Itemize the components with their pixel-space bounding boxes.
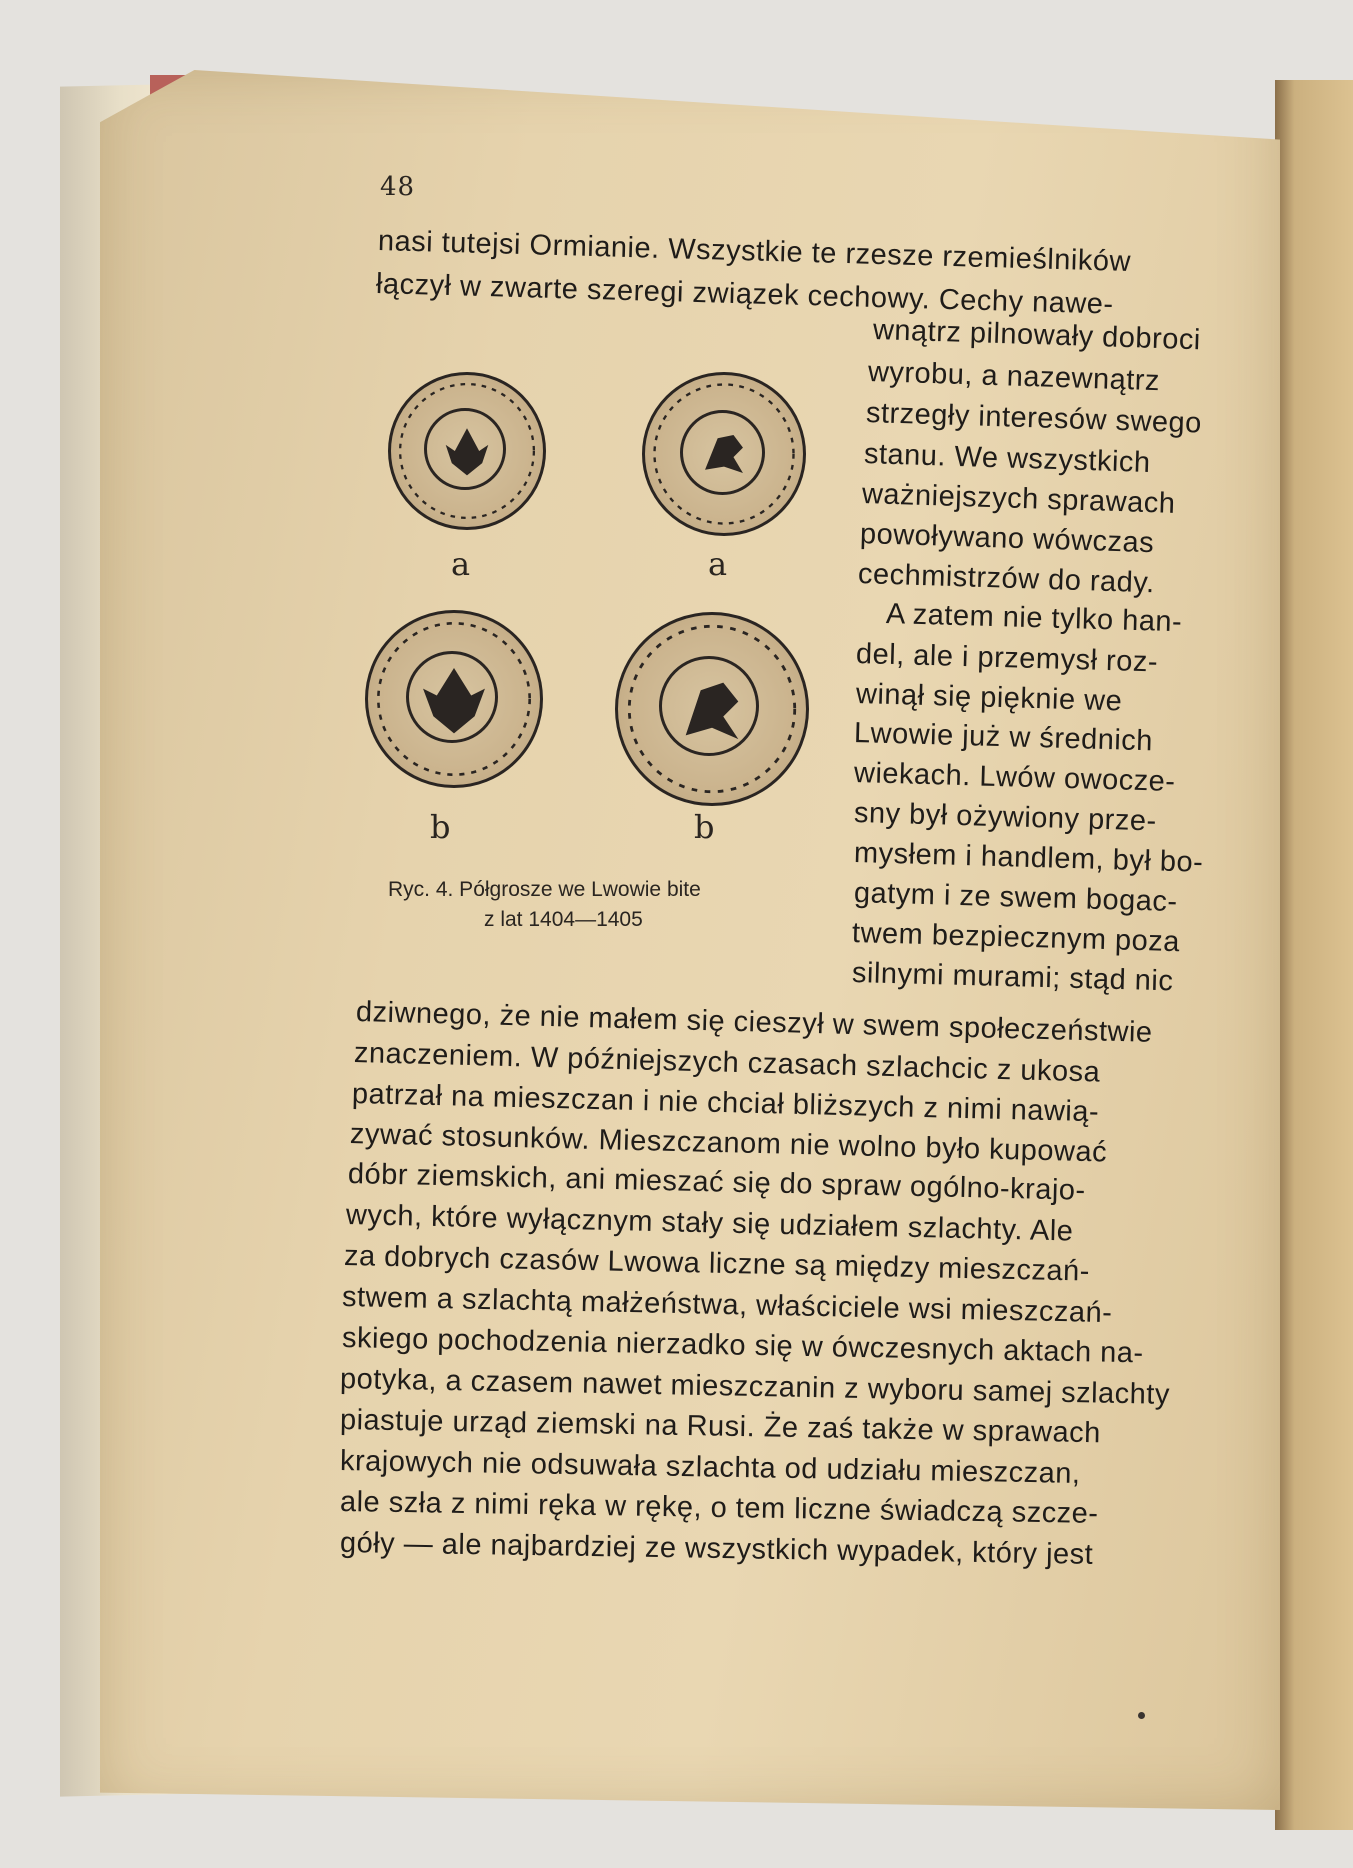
text-line: sny był ożywiony prze- xyxy=(853,797,1158,838)
page-number: 48 xyxy=(380,172,416,202)
text-line: patrzał na mieszczan i nie chciał bliższych z nimi nawią- xyxy=(351,1078,1100,1129)
text-line: twem bezpiecznym poza xyxy=(851,917,1181,959)
text-line: silnymi murami; stąd nic xyxy=(851,957,1174,998)
coin-label: a xyxy=(451,545,471,583)
text-line: strzegły interesów swego xyxy=(865,397,1203,440)
facing-page-edge xyxy=(1275,80,1353,1830)
text-line: winął się pięknie we xyxy=(855,678,1123,718)
coin-label: b xyxy=(694,808,715,846)
text-line: wiekach. Lwów owocze- xyxy=(853,757,1176,798)
text-line: stanu. We wszystkich xyxy=(863,438,1152,479)
text-line: piastuje urząd ziemski na Rusi. Że zaś także w sprawach xyxy=(339,1404,1102,1450)
text-line: gatym i ze swem bogac- xyxy=(853,877,1179,919)
text-line: dóbr ziemskich, ani mieszać się do spraw ogólno-krajo- xyxy=(347,1158,1086,1207)
text-line: potyka, a czasem nawet mieszczanin z wyboru samej szlachty xyxy=(339,1363,1171,1411)
coin-image-a2 xyxy=(642,372,806,536)
coin-image-b2 xyxy=(615,612,809,806)
coin-label: a xyxy=(708,545,728,583)
text-line: wnątrz pilnowały dobroci xyxy=(872,314,1202,357)
page-speck xyxy=(1138,1712,1145,1719)
figure-caption-line1: Ryc. 4. Półgrosze we Lwowie bite xyxy=(388,878,701,901)
text-line: skiego pochodzenia nierzadko się w ówczesnych aktach na- xyxy=(341,1322,1144,1370)
text-line: zywać stosunków. Mieszczanom nie wolno było kupować xyxy=(349,1118,1108,1169)
text-line: ważniejszych sprawach xyxy=(861,478,1176,520)
text-line: wyrobu, a nazewnątrz xyxy=(867,356,1161,398)
text-line: za dobrych czasów Lwowa liczne są między mieszczań- xyxy=(343,1240,1091,1288)
text-line: powoływano wówczas xyxy=(859,518,1155,560)
text-line: wych, które wyłącznym stały się udziałem szlachty. Ale xyxy=(345,1199,1074,1248)
text-line: znaczeniem. W późniejszych czasach szlachcic z ukosa xyxy=(353,1037,1101,1089)
text-line: mysłem i handlem, był bo- xyxy=(853,837,1204,879)
text-line: nasi tutejsi Ormianie. Wszystkie te rzesze rzemieślników xyxy=(377,225,1132,279)
text-line: A zatem nie tylko han- xyxy=(885,598,1183,639)
figure-caption-line2: z lat 1404—1405 xyxy=(484,908,643,931)
text-line: stwem a szlachtą małżeństwa, właściciele wsi mieszczań- xyxy=(341,1281,1113,1330)
text-line: łączył w zwarte szeregi związek cechowy. Cechy nawe- xyxy=(375,268,1115,321)
text-line: del, ale i przemysł roz- xyxy=(855,638,1159,679)
text-line: góły — ale najbardziej ze wszystkich wypadek, który jest xyxy=(339,1527,1094,1571)
coin-image-b1 xyxy=(365,610,543,788)
text-line: Lwowie już w średnich xyxy=(853,717,1154,758)
text-line: krajowych nie odsuwała szlachta od udziału mieszczan, xyxy=(339,1445,1081,1490)
text-line: ale szła z nimi ręka w rękę, o tem liczne świadczą szcze- xyxy=(339,1486,1099,1530)
text-line: dziwnego, że nie małem się cieszył w swem społeczeństwie xyxy=(355,996,1153,1049)
coin-image-a1 xyxy=(388,372,546,530)
coin-label: b xyxy=(430,808,451,846)
text-line: cechmistrzów do rady. xyxy=(857,558,1156,600)
